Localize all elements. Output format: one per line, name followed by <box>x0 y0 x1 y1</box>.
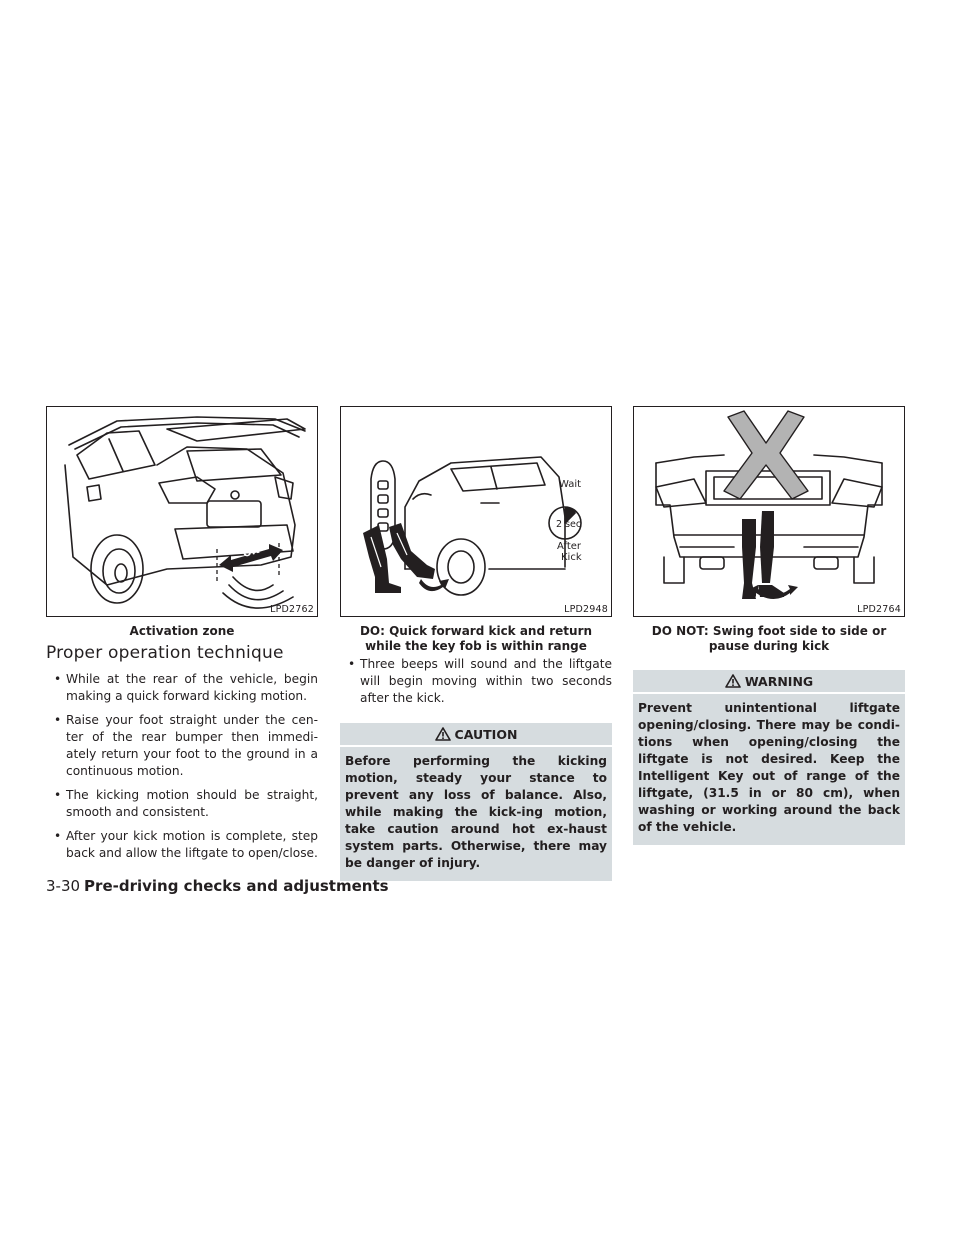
warning-triangle-icon <box>435 727 451 741</box>
figure-caption: Activation zone <box>129 624 235 638</box>
rear-bumper-swing-illustration <box>634 407 904 616</box>
warning-title-bar <box>633 670 905 694</box>
sec-label: 2 sec <box>556 519 582 530</box>
caution-body: Before performing the kicking motion, steady your stance to prevent any loss of balance. Also, while making the kick-ing motion, take caution around hot ex-haust system parts. Otherwise, there may be danger of injury. <box>345 754 607 870</box>
figure-caption: DO NOT: Swing foot side to side or pause during kick <box>651 624 887 653</box>
list-item: • The kicking motion should be straight, smooth and consistent. <box>46 787 318 821</box>
list-item: • Raise your foot straight under the cen-ter of the rear bumper then immedi-ately return your foot to the ground in a continuous motion. <box>46 712 318 780</box>
list-item: • While at the rear of the vehicle, begin making a quick forward kicking motion. <box>46 671 318 705</box>
kick-motion-illustration <box>341 407 611 616</box>
figure-caption: DO: Quick forward kick and return while the key fob is within range <box>359 624 593 653</box>
column-3 <box>633 406 905 845</box>
bullet-list-col1 <box>46 671 318 862</box>
caution-title-bar <box>340 723 612 747</box>
caution-title: CAUTION <box>454 726 518 742</box>
column-2 <box>340 406 612 881</box>
figure-code: LPD2764 <box>857 604 901 615</box>
kick-label: Kick <box>561 552 582 563</box>
warning-box <box>633 670 905 845</box>
list-item: • Three beeps will sound and the liftgate will begin moving within two seconds after the kick. <box>340 656 612 707</box>
caution-box <box>340 723 612 881</box>
page-number: 3-30 <box>46 877 81 895</box>
section-heading: Proper operation technique <box>46 643 284 663</box>
column-1 <box>46 406 318 869</box>
warning-triangle-icon <box>725 674 741 688</box>
figure-code: LPD2948 <box>564 604 608 615</box>
warning-title: WARNING <box>744 673 814 689</box>
figure-do-not-swing <box>633 406 905 617</box>
ok-label: OK <box>241 544 261 561</box>
rear-vehicle-activation-illustration <box>47 407 317 616</box>
figure-code: LPD2762 <box>270 604 314 615</box>
bullet-list-col2 <box>340 656 612 707</box>
figure-do-kick <box>340 406 612 617</box>
page-footer <box>46 877 389 895</box>
wait-label: Wait <box>559 479 582 490</box>
chapter-title: Pre-driving checks and adjustments <box>84 877 389 895</box>
figure-activation-zone <box>46 406 318 617</box>
after-label: After <box>557 541 582 552</box>
warning-body: Prevent unintentional liftgate opening/closing. There may be condi-tions when opening/closing the liftgate is not desired. Keep the Intelligent Key out of range of the liftgate, (31.5 in or 80 cm), when washing or working around the back of the vehicle. <box>638 701 900 834</box>
list-item: • After your kick motion is complete, step back and allow the liftgate to open/close. <box>46 828 318 862</box>
